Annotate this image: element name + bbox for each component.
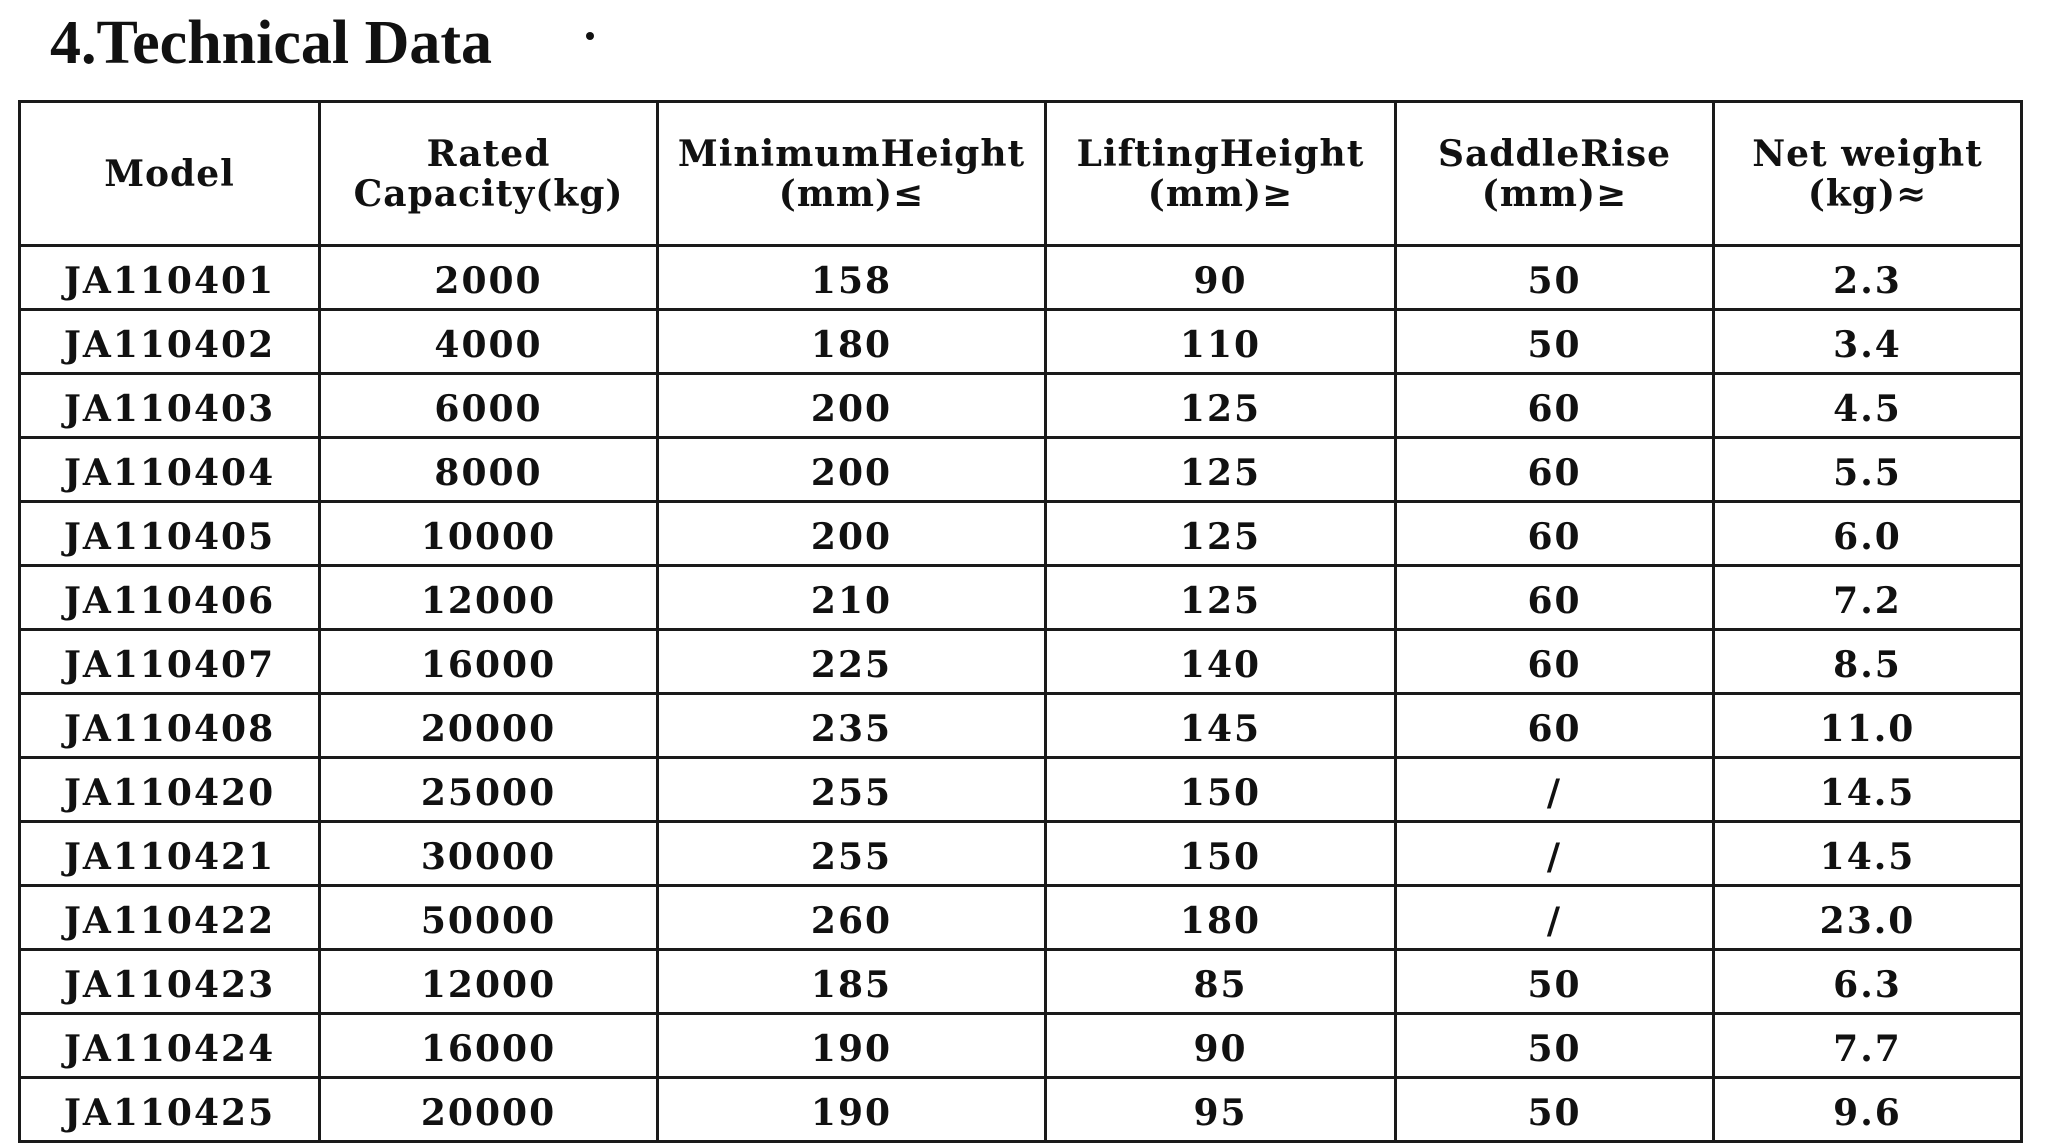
cell-rated-capacity: 16000 [320,1014,658,1078]
cell-lifting-height: 95 [1046,1078,1396,1142]
cell-model: JA110407 [20,630,320,694]
cell-net-weight: 9.6 [1714,1078,2022,1142]
table-row [20,1014,2022,1078]
cell-lifting-height: 140 [1046,630,1396,694]
table-row [20,758,2022,822]
cell-rated-capacity: 6000 [320,374,658,438]
cell-lifting-height: 145 [1046,694,1396,758]
cell-minimum-height: 235 [658,694,1046,758]
cell-lifting-height: 150 [1046,822,1396,886]
cell-rated-capacity: 2000 [320,246,658,310]
cell-saddle-rise: 50 [1396,246,1714,310]
cell-model: JA110425 [20,1078,320,1142]
table-row [20,310,2022,374]
cell-saddle-rise: 50 [1396,1078,1714,1142]
cell-net-weight: 23.0 [1714,886,2022,950]
cell-model: JA110422 [20,886,320,950]
cell-minimum-height: 260 [658,886,1046,950]
table-row [20,1078,2022,1142]
cell-lifting-height: 125 [1046,502,1396,566]
cell-model: JA110406 [20,566,320,630]
table-row [20,566,2022,630]
cell-rated-capacity: 16000 [320,630,658,694]
table-row [20,438,2022,502]
table-row [20,246,2022,310]
table-row [20,822,2022,886]
cell-rated-capacity: 20000 [320,1078,658,1142]
cell-rated-capacity: 25000 [320,758,658,822]
cell-saddle-rise: 50 [1396,1014,1714,1078]
cell-lifting-height: 125 [1046,566,1396,630]
cell-lifting-height: 150 [1046,758,1396,822]
cell-net-weight: 11.0 [1714,694,2022,758]
cell-saddle-rise: 50 [1396,310,1714,374]
scan-speck [586,32,594,40]
cell-net-weight: 3.4 [1714,310,2022,374]
cell-rated-capacity: 8000 [320,438,658,502]
cell-model: JA110405 [20,502,320,566]
cell-model: JA110421 [20,822,320,886]
cell-minimum-height: 255 [658,758,1046,822]
cell-saddle-rise: 60 [1396,694,1714,758]
cell-net-weight: 8.5 [1714,630,2022,694]
cell-saddle-rise: / [1396,886,1714,950]
cell-lifting-height: 180 [1046,886,1396,950]
cell-minimum-height: 200 [658,374,1046,438]
cell-minimum-height: 190 [658,1078,1046,1142]
cell-minimum-height: 255 [658,822,1046,886]
cell-minimum-height: 225 [658,630,1046,694]
cell-net-weight: 5.5 [1714,438,2022,502]
header-rated-capacity: Rated Capacity(kg) [320,102,658,246]
cell-model: JA110423 [20,950,320,1014]
cell-model: JA110424 [20,1014,320,1078]
cell-rated-capacity: 20000 [320,694,658,758]
cell-rated-capacity: 12000 [320,950,658,1014]
cell-model: JA110404 [20,438,320,502]
cell-model: JA110420 [20,758,320,822]
cell-minimum-height: 190 [658,1014,1046,1078]
cell-model: JA110401 [20,246,320,310]
cell-rated-capacity: 12000 [320,566,658,630]
cell-lifting-height: 90 [1046,246,1396,310]
header-model: Model [20,102,320,246]
cell-minimum-height: 185 [658,950,1046,1014]
table-row [20,502,2022,566]
section-title: 4.Technical Data [50,9,493,77]
header-saddle-rise: SaddleRise (mm)≥ [1396,102,1714,246]
cell-saddle-rise: 60 [1396,566,1714,630]
cell-net-weight: 14.5 [1714,758,2022,822]
cell-minimum-height: 158 [658,246,1046,310]
cell-net-weight: 2.3 [1714,246,2022,310]
table-body [20,246,2022,1142]
cell-saddle-rise: 60 [1396,630,1714,694]
cell-lifting-height: 110 [1046,310,1396,374]
cell-net-weight: 4.5 [1714,374,2022,438]
cell-saddle-rise: / [1396,822,1714,886]
cell-net-weight: 7.2 [1714,566,2022,630]
cell-rated-capacity: 10000 [320,502,658,566]
table-row [20,374,2022,438]
cell-saddle-rise: 50 [1396,950,1714,1014]
cell-saddle-rise: 60 [1396,502,1714,566]
cell-minimum-height: 200 [658,438,1046,502]
cell-saddle-rise: 60 [1396,374,1714,438]
cell-lifting-height: 125 [1046,438,1396,502]
cell-model: JA110402 [20,310,320,374]
table-row [20,630,2022,694]
table-row [20,694,2022,758]
table-row [20,950,2022,1014]
cell-lifting-height: 90 [1046,1014,1396,1078]
cell-rated-capacity: 50000 [320,886,658,950]
cell-net-weight: 6.0 [1714,502,2022,566]
cell-net-weight: 6.3 [1714,950,2022,1014]
header-lifting-height: LiftingHeight (mm)≥ [1046,102,1396,246]
cell-minimum-height: 200 [658,502,1046,566]
technical-data-table [18,100,2023,1143]
cell-model: JA110408 [20,694,320,758]
cell-net-weight: 14.5 [1714,822,2022,886]
cell-rated-capacity: 4000 [320,310,658,374]
cell-model: JA110403 [20,374,320,438]
cell-minimum-height: 210 [658,566,1046,630]
cell-saddle-rise: / [1396,758,1714,822]
cell-lifting-height: 125 [1046,374,1396,438]
cell-net-weight: 7.7 [1714,1014,2022,1078]
header-row [20,102,2022,246]
cell-minimum-height: 180 [658,310,1046,374]
table-row [20,886,2022,950]
cell-saddle-rise: 60 [1396,438,1714,502]
cell-rated-capacity: 30000 [320,822,658,886]
header-minimum-height: MinimumHeight (mm)≤ [658,102,1046,246]
header-net-weight: Net weight (kg)≈ [1714,102,2022,246]
cell-lifting-height: 85 [1046,950,1396,1014]
